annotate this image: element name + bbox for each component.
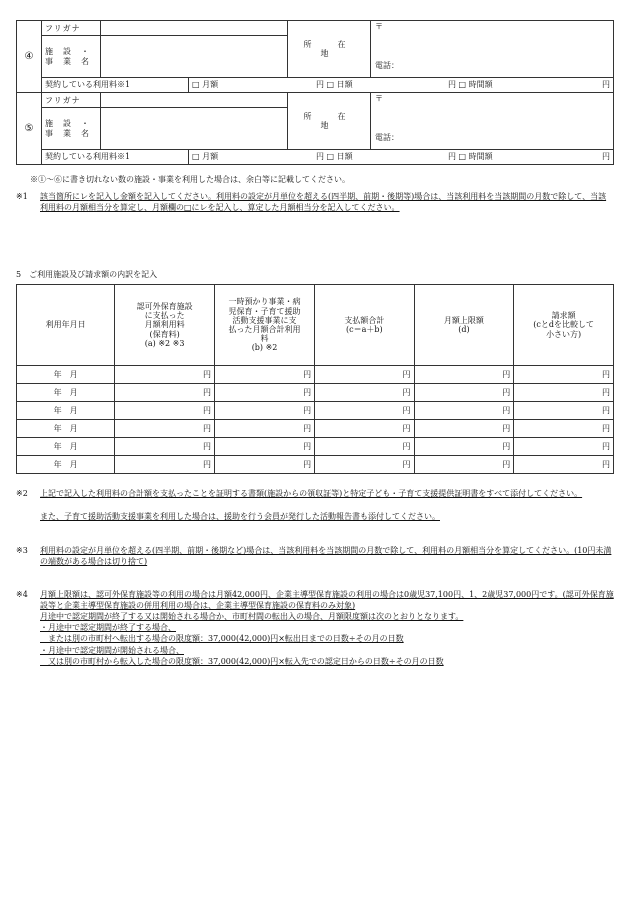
fee-label: 契約している利用料※1 xyxy=(42,150,189,164)
furigana-input[interactable] xyxy=(101,21,288,36)
claim-amount-cell[interactable]: 円 xyxy=(514,402,614,420)
facility-name-label: 施 設 ・ 事 業 名 xyxy=(42,108,101,150)
header-total-paid: 支払額合計 (c＝a＋b) xyxy=(315,285,414,366)
table-row xyxy=(17,438,614,456)
facility-table-4 xyxy=(16,20,614,93)
total-paid-cell[interactable]: 円 xyxy=(315,438,414,456)
unlicensed-fee-cell[interactable]: 円 xyxy=(115,384,215,402)
temporary-fee-cell[interactable]: 円 xyxy=(215,456,315,474)
claim-amount-cell[interactable]: 円 xyxy=(514,384,614,402)
monthly-limit-cell[interactable]: 円 xyxy=(414,456,514,474)
unlicensed-fee-cell[interactable]: 円 xyxy=(115,420,215,438)
facility-name-input[interactable] xyxy=(101,36,288,78)
address-field[interactable] xyxy=(371,21,614,78)
usage-date-cell[interactable]: 年 月 xyxy=(17,438,115,456)
usage-date-cell[interactable]: 年 月 xyxy=(17,420,115,438)
total-paid-cell[interactable]: 円 xyxy=(315,402,414,420)
note2-text-a: 上記で記入した利用料の合計額を支払ったことを証明する書類(施設からの領収証等)と特定子ども・子育て支援提供証明書をすべて添付してください。 xyxy=(40,489,583,498)
claim-amount-cell[interactable]: 円 xyxy=(514,438,614,456)
unlicensed-fee-cell[interactable]: 円 xyxy=(115,438,215,456)
temporary-fee-cell[interactable]: 円 xyxy=(215,438,315,456)
address-label: 所 在 地 xyxy=(288,21,371,78)
temporary-fee-cell[interactable]: 円 xyxy=(215,384,315,402)
fee-hourly-yen: 円 xyxy=(602,80,610,90)
furigana-label: フリガナ xyxy=(42,93,101,108)
claim-amount-cell[interactable]: 円 xyxy=(514,420,614,438)
overflow-note: ※①～⑥に書き切れない数の施設・事業を利用した場合は、余白等に記載してください。 xyxy=(30,175,350,184)
fee-daily-option[interactable]: 円 □ 日額 xyxy=(316,152,353,162)
fee-hourly-yen: 円 xyxy=(602,152,610,162)
table-row xyxy=(17,456,614,474)
fee-label: 契約している利用料※1 xyxy=(42,78,189,92)
facility-number: ④ xyxy=(17,21,42,93)
note2-text-b: また、子育て援助活動支援事業を利用した場合は、援助を行う会員が発行した活動報告書も添付してください。 xyxy=(40,512,440,521)
unlicensed-fee-cell[interactable]: 円 xyxy=(115,366,215,384)
facility-name-label: 施 設 ・ 事 業 名 xyxy=(42,36,101,78)
monthly-limit-cell[interactable]: 円 xyxy=(414,384,514,402)
monthly-limit-cell[interactable]: 円 xyxy=(414,366,514,384)
usage-date-cell[interactable]: 年 月 xyxy=(17,456,115,474)
address-label: 所 在 地 xyxy=(288,93,371,150)
phone-label: 電話： xyxy=(375,133,399,142)
section5-title: 5 ご利用施設及び請求額の内訳を記入 xyxy=(16,270,158,279)
table-row xyxy=(17,420,614,438)
fee-row xyxy=(42,78,614,93)
note3-text: 利用料の設定が月単位を超える(四半期、前期・後期など)場合は、当該利用料を当該期間の月数で除して、利用料の月額相当分を算定してください。(10円未満の端数がある場合は切り捨て) xyxy=(40,546,612,566)
fee-daily-option[interactable]: 円 □ 日額 xyxy=(316,80,353,90)
note4-line4: または別の市町村へ転出する場合の限度額：37,000(42,000)円×転出日までの日数÷その月の日数 xyxy=(40,634,404,643)
note2-mark: ※2 xyxy=(16,489,28,498)
header-monthly-limit: 月額上限額 (d) xyxy=(414,285,514,366)
facility-table-5 xyxy=(16,92,614,165)
temporary-fee-cell[interactable]: 円 xyxy=(215,402,315,420)
note3-mark: ※3 xyxy=(16,546,28,555)
postal-mark: 〒 xyxy=(375,22,383,31)
note1-mark: ※1 xyxy=(16,192,28,201)
note1-text: 該当箇所にレを記入し金額を記入してください。利用料の設定が月単位を超える(四半期、前期・後期等)場合は、当該利用料を当該期間の月数で除して、当該利用料の月額相当分を算定し、月額欄の□にレを記入し、算定した月額相当分を記入してください。 xyxy=(40,192,607,212)
header-unlicensed-fee: 認可外保育施設 に支払った 月額利用料 (保育料) (a) ※2 ※3 xyxy=(115,285,215,366)
fee-hourly-option[interactable]: 円 □ 時間額 xyxy=(448,152,493,162)
total-paid-cell[interactable]: 円 xyxy=(315,420,414,438)
facility-number: ⑤ xyxy=(17,93,42,165)
fee-row xyxy=(42,150,614,165)
note4-line3: ・月途中で認定期間が終了する場合、 xyxy=(40,623,176,632)
table-row xyxy=(17,366,614,384)
table-row xyxy=(17,402,614,420)
total-paid-cell[interactable]: 円 xyxy=(315,456,414,474)
temporary-fee-cell[interactable]: 円 xyxy=(215,366,315,384)
fee-monthly-option[interactable]: □ 月額 xyxy=(192,80,219,90)
phone-label: 電話： xyxy=(375,61,399,70)
header-usage-date: 利用年月日 xyxy=(17,285,115,366)
note4-line1: 月額上限額は、認可外保育施設等の利用の場合は月額42,000円、企業主導型保育施設の利用の場合は0歳児37,100円、1、2歳児37,000円です。(認可外保育施設等と企業主導型保育施設の併用利用の場合は、企業主導型保育施設の保育料のみ対象) xyxy=(40,590,614,610)
temporary-fee-cell[interactable]: 円 xyxy=(215,420,315,438)
unlicensed-fee-cell[interactable]: 円 xyxy=(115,456,215,474)
usage-date-cell[interactable]: 年 月 xyxy=(17,384,115,402)
note4-mark: ※4 xyxy=(16,590,28,599)
furigana-label: フリガナ xyxy=(42,21,101,36)
monthly-limit-cell[interactable]: 円 xyxy=(414,438,514,456)
fee-hourly-option[interactable]: 円 □ 時間額 xyxy=(448,80,493,90)
claim-amount-cell[interactable]: 円 xyxy=(514,366,614,384)
fee-monthly-option[interactable]: □ 月額 xyxy=(192,152,219,162)
total-paid-cell[interactable]: 円 xyxy=(315,384,414,402)
furigana-input[interactable] xyxy=(101,93,288,108)
postal-mark: 〒 xyxy=(375,94,383,103)
monthly-limit-cell[interactable]: 円 xyxy=(414,402,514,420)
header-claim-amount: 請求額 (cとdを比較して 小さい方) xyxy=(514,285,614,366)
claim-amount-cell[interactable]: 円 xyxy=(514,456,614,474)
usage-date-cell[interactable]: 年 月 xyxy=(17,402,115,420)
note4-line2: 月途中で認定期間が終了する又は開始される場合か、市町村間の転出入の場合、月額限度額は次のとおりとなります。 xyxy=(40,612,464,621)
usage-date-cell[interactable]: 年 月 xyxy=(17,366,115,384)
note4-line6: 又は別の市町村から転入した場合の限度額：37,000(42,000)円×転入先での認定日からの日数÷その月の日数 xyxy=(40,657,444,666)
total-paid-cell[interactable]: 円 xyxy=(315,366,414,384)
table-row xyxy=(17,384,614,402)
facility-name-input[interactable] xyxy=(101,108,288,150)
breakdown-table xyxy=(16,284,614,474)
address-field[interactable] xyxy=(371,93,614,150)
monthly-limit-cell[interactable]: 円 xyxy=(414,420,514,438)
header-temporary-fee: 一時預かり事業・病 児保育・子育て援助 活動支援事業に支 払った月額合計利用 料 (b) ※2 xyxy=(215,285,315,366)
unlicensed-fee-cell[interactable]: 円 xyxy=(115,402,215,420)
note4-line5: ・月途中で認定期間が開始される場合、 xyxy=(40,646,184,655)
